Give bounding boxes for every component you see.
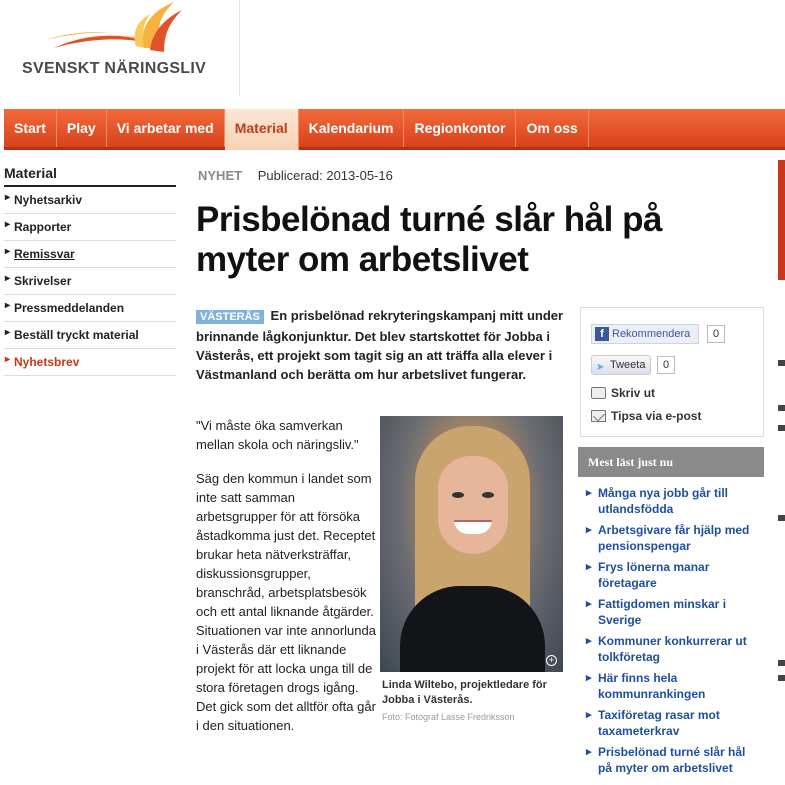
most-read-item[interactable]: ▸ Här finns hela kommunrankingen <box>586 670 758 702</box>
photo-eye <box>482 492 494 498</box>
photo-credit: Foto: Fotograf Lasse Fredriksson <box>382 712 515 722</box>
photo-face <box>438 456 508 554</box>
edge-mark <box>778 515 785 521</box>
nav-start[interactable]: Start <box>4 109 57 147</box>
article-tag: NYHET <box>198 168 243 183</box>
sidebar-item-nyhetsbrev[interactable] <box>4 349 176 376</box>
twitter-icon: ➤ <box>596 362 605 373</box>
edge-banner <box>778 160 785 280</box>
email-tip-link[interactable] <box>591 409 701 423</box>
nav-play[interactable]: Play <box>57 109 107 147</box>
share-box <box>580 307 764 437</box>
zoom-icon[interactable]: + <box>546 655 557 666</box>
print-link[interactable] <box>591 386 655 400</box>
edge-mark <box>778 360 785 366</box>
sidebar-title: Material <box>4 165 176 187</box>
tweet-button[interactable] <box>591 355 651 375</box>
nav-filler <box>589 109 785 147</box>
sidebar-item-rapporter[interactable] <box>4 214 176 241</box>
most-read-item[interactable]: ▸ Många nya jobb går till utlandsfödda <box>586 485 758 517</box>
most-read-title: Mest läst just nu <box>578 447 764 477</box>
sidebar-item-label: Rapporter <box>14 220 72 234</box>
lead-text: En prisbelönad rekryteringskampanj mitt under brinnande lågkonjunktur. Det blev startskottet för Jobba i Västerås, ett projekt som tagit sig an att träffa alla elever i Västmanland och berätta om hur arbetslivet fungerar. <box>196 308 564 382</box>
location-badge: VÄSTERÅS <box>196 310 264 324</box>
edge-mark <box>778 425 785 431</box>
photo-eye <box>452 492 464 498</box>
article-meta <box>198 168 393 183</box>
printer-icon <box>591 387 606 399</box>
photo-caption: Linda Wiltebo, projektledare för Jobba i Västerås. <box>382 679 547 706</box>
sidebar-item-bestall-tryckt-material[interactable] <box>4 322 176 349</box>
most-read-item[interactable]: ▸ Arbetsgivare får hjälp med pensionspengar <box>586 522 758 554</box>
most-read-item[interactable]: ▸ Taxiföretag rasar mot taxameterkrav <box>586 707 758 739</box>
edge-mark <box>778 660 785 666</box>
most-read-item[interactable]: ▸ Kommuner konkurrerar ut tolkföretag <box>586 633 758 665</box>
publish-date: Publicerad: 2013-05-16 <box>257 168 393 183</box>
most-read-item[interactable]: ▸ Fattigdomen minskar i Sverige <box>586 596 758 628</box>
print-label: Skriv ut <box>611 386 656 400</box>
most-read-box <box>578 447 764 785</box>
facebook-icon: f <box>595 327 609 341</box>
most-read-item[interactable]: ▸ Prisbelönad turné slår hål på myter om arbetslivet <box>586 744 758 776</box>
facebook-count: 0 <box>707 325 725 343</box>
photo-shoulders <box>400 586 545 672</box>
article-body: Säg den kommun i landet som inte satt samman arbetsgrupper för att försöka åstadkomma just det. Receptet brukar heta nätverksträffar, diskussionsgrupper, branschråd, arbetsplatsbesök och ett antal liknande åtgärder. Situationen var inte annorlunda i Västerås där ett liknande projekt för att locka unga till de stora företagen drogs igång. Det gick som det alltför ofta går i den situationen. <box>196 471 376 733</box>
flame-logo-icon <box>44 0 184 60</box>
article-lead <box>196 306 564 384</box>
nav-kalendarium[interactable]: Kalendarium <box>299 109 405 147</box>
sidebar-item-pressmeddelanden[interactable] <box>4 295 176 322</box>
sidebar-item-label: Beställ tryckt material <box>14 328 139 342</box>
sidebar <box>4 165 176 376</box>
nav-om-oss[interactable]: Om oss <box>516 109 588 147</box>
most-read-item[interactable]: ▸ Frys lönerna manar företagare <box>586 559 758 591</box>
sidebar-item-label: Remissvar <box>14 247 75 261</box>
site-header-logo[interactable] <box>0 0 240 96</box>
sidebar-item-label: Skrivelser <box>14 274 72 288</box>
article-quote: "Vi måste öka samverkan mellan skola och näringsliv." <box>196 418 359 452</box>
tweet-label: Tweeta <box>610 359 646 371</box>
tweet-count: 0 <box>657 356 675 374</box>
edge-mark <box>778 675 785 681</box>
email-label: Tipsa via e-post <box>611 409 702 423</box>
sidebar-item-remissvar[interactable] <box>4 241 176 268</box>
edge-mark <box>778 405 785 411</box>
envelope-icon <box>591 410 606 422</box>
nav-vi-arbetar-med[interactable]: Vi arbetar med <box>107 109 225 147</box>
facebook-recommend-button[interactable] <box>591 324 699 344</box>
article-photo[interactable] <box>380 416 563 672</box>
sidebar-item-label: Nyhetsbrev <box>14 355 80 369</box>
facebook-label: Rekommendera <box>612 328 691 340</box>
sidebar-item-label: Pressmeddelanden <box>14 301 125 315</box>
sidebar-item-label: Nyhetsarkiv <box>14 193 83 207</box>
sidebar-item-skrivelser[interactable] <box>4 268 176 295</box>
sidebar-item-nyhetsarkiv[interactable] <box>4 187 176 214</box>
right-column-edge <box>778 160 785 785</box>
brand-name: SVENSKT NÄRINGSLIV <box>22 60 207 77</box>
nav-material[interactable]: Material <box>225 109 299 150</box>
main-nav <box>4 109 785 150</box>
nav-regionkontor[interactable]: Regionkontor <box>404 109 516 147</box>
article-headline: Prisbelönad turné slår hål på myter om arbetslivet <box>196 200 662 279</box>
